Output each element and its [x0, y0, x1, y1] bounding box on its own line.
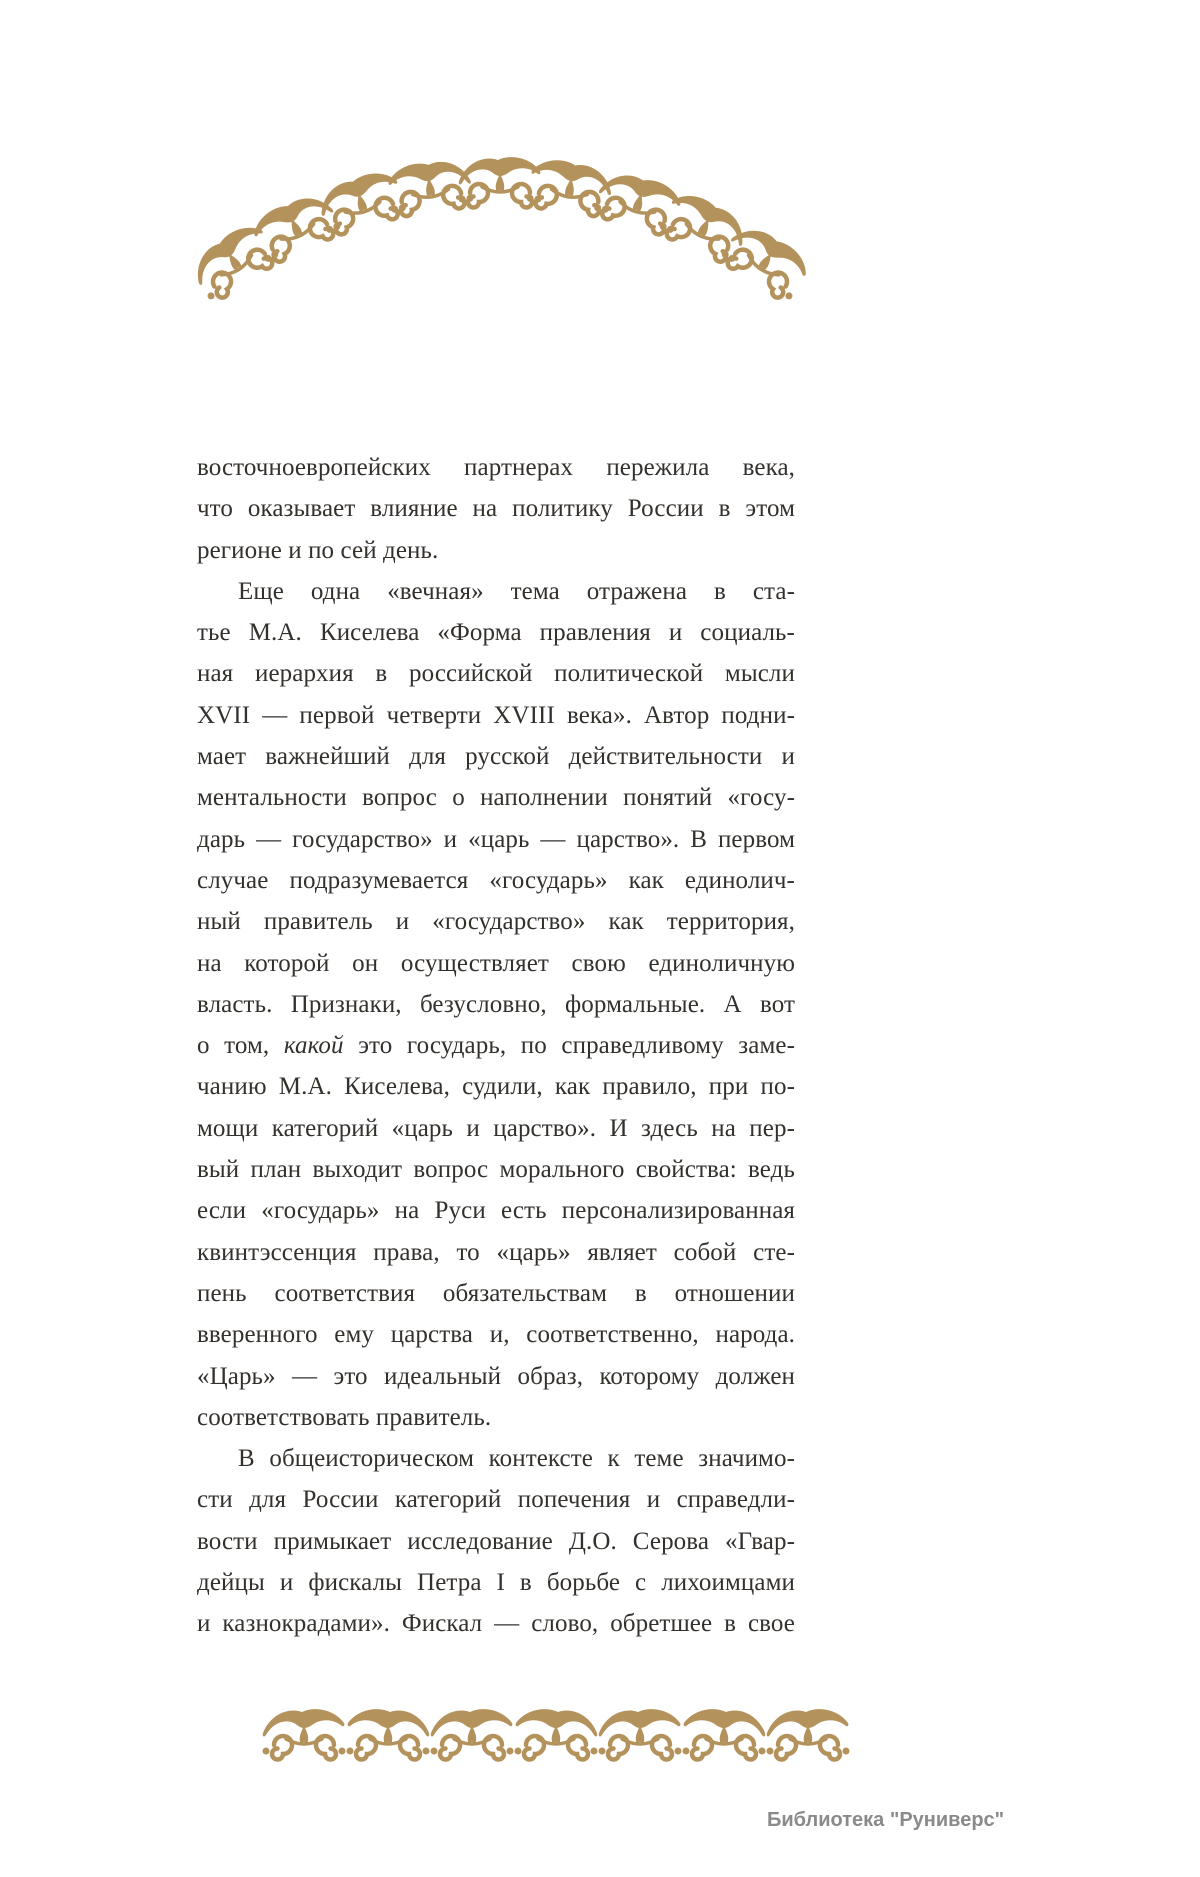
- text-line: вости примыкает исследование Д.О. Серова «Гвар-: [197, 1527, 795, 1555]
- text-line: случае подразумевается «государь» как единолич-: [197, 866, 795, 894]
- text-line: XVII — первой четверти XVIII века». Автор подни-: [197, 701, 795, 729]
- text-line: квинтэссенция права, то «царь» являет собой сте-: [197, 1238, 795, 1266]
- text-line: соответствовать правитель.: [197, 1403, 492, 1431]
- library-watermark: Библиотека "Руниверс": [767, 1809, 1005, 1831]
- text-line: на которой он осуществляет свою единоличную: [197, 949, 795, 977]
- text-line: «Царь» — это идеальный образ, которому должен: [197, 1362, 795, 1390]
- text-line: мощи категорий «царь и царство». И здесь на пер-: [197, 1114, 795, 1142]
- text-line: о том, какой это государь, по справедливому заме-: [197, 1032, 796, 1060]
- text-line: мает важнейший для русской действительности и: [197, 743, 795, 771]
- bottom-ornament-band: [263, 1709, 850, 1759]
- text-line: если «государь» на Руси есть персонализированная: [197, 1197, 795, 1225]
- top-ornament-arc: [185, 156, 814, 305]
- text-line: ная иерархия в российской политической мысли: [197, 660, 795, 688]
- text-line: пень соответствия обязательствам в отношении: [197, 1279, 795, 1307]
- text-line: тье М.А. Киселева «Форма правления и социаль-: [197, 619, 795, 647]
- text-line: вый план выходит вопрос морального свойства: ведь: [197, 1156, 795, 1184]
- text-line: власть. Признаки, безусловно, формальные. А вот: [197, 990, 795, 1018]
- text-line: сти для России категорий попечения и справедли-: [197, 1486, 795, 1514]
- text-line: дарь — государство» и «царь — царство». В первом: [197, 825, 795, 853]
- text-line: В общеисторическом контексте к теме значимо-: [238, 1445, 795, 1473]
- text-line: регионе и по сей день.: [197, 536, 439, 564]
- text-line: что оказывает влияние на политику России в этом: [197, 495, 795, 523]
- text-line: ный правитель и «государство» как территория,: [197, 908, 795, 936]
- text-line: ментальности вопрос о наполнении понятий «госу-: [197, 784, 795, 812]
- text-line: вверенного ему царства и, соответственно, народа.: [197, 1321, 795, 1349]
- text-line: и казнокрадами». Фискал — слово, обретшее в свое: [197, 1610, 795, 1638]
- text-line: чанию М.А. Киселева, судили, как правило, при по-: [197, 1073, 795, 1101]
- text-line: дейцы и фискалы Петра I в борьбе с лихоимцами: [197, 1569, 795, 1597]
- page-text-column: [197, 447, 795, 1645]
- text-line: Еще одна «вечная» тема отражена в ста-: [238, 577, 795, 605]
- text-line: восточноевропейских партнерах пережила века,: [197, 454, 795, 481]
